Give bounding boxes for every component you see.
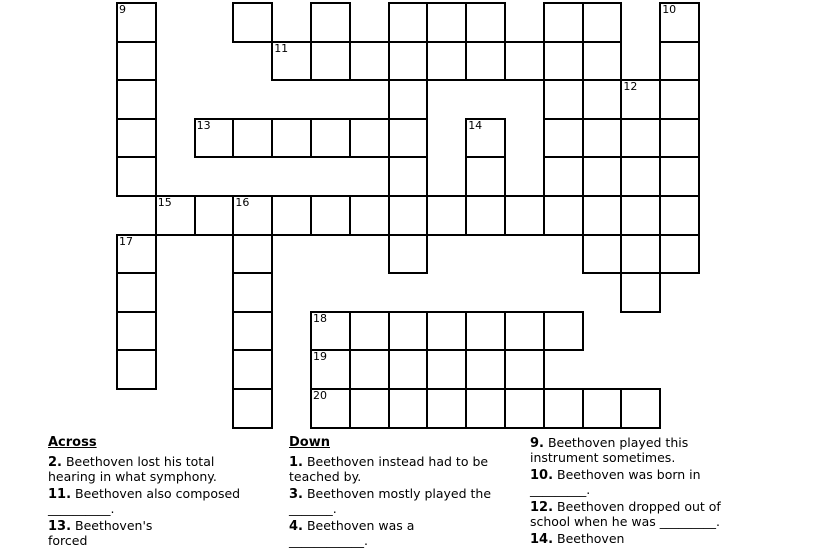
grid-cell[interactable] xyxy=(543,41,584,82)
down-clue-list xyxy=(289,455,496,547)
grid-cell[interactable] xyxy=(543,79,584,120)
grid-cell[interactable] xyxy=(116,349,157,390)
grid-cell[interactable] xyxy=(659,195,700,236)
clue-12: 12. Beethoven dropped out of school when he was _________. xyxy=(530,499,721,529)
grid-cell[interactable] xyxy=(659,118,700,159)
down-clues-column xyxy=(289,436,496,551)
grid-cell[interactable] xyxy=(465,2,506,43)
grid-cell[interactable] xyxy=(659,2,700,43)
grid-cell[interactable] xyxy=(620,272,661,313)
grid-cell[interactable] xyxy=(194,118,235,159)
cell-number: 17 xyxy=(119,234,133,248)
grid-cell[interactable] xyxy=(543,388,584,429)
grid-cell[interactable] xyxy=(271,118,312,159)
grid-cell[interactable] xyxy=(310,118,351,159)
grid-cell[interactable] xyxy=(659,41,700,82)
grid-cell[interactable] xyxy=(426,195,467,236)
cell-number: 14 xyxy=(468,118,483,132)
clue-1: 1. Beethoven instead had to be teached by. xyxy=(289,454,489,484)
clue-10: 10. Beethoven was born in _________. xyxy=(530,467,701,497)
grid-cell[interactable] xyxy=(194,195,235,236)
grid-cell[interactable] xyxy=(232,311,273,352)
grid-cell[interactable] xyxy=(465,349,506,390)
clue-number: 4. xyxy=(289,519,303,534)
grid-cell[interactable] xyxy=(232,2,273,43)
clue-number: 12. xyxy=(530,500,554,515)
grid-cell[interactable] xyxy=(271,41,312,82)
grid-cell[interactable] xyxy=(543,118,584,159)
cell-number: 11 xyxy=(274,41,289,55)
clue-number: 1. xyxy=(289,455,303,470)
cell-number: 20 xyxy=(313,389,327,402)
grid-cell[interactable] xyxy=(504,195,545,236)
grid-cell[interactable] xyxy=(116,311,157,352)
grid-cell[interactable] xyxy=(582,2,623,43)
grid-cell[interactable] xyxy=(620,156,661,197)
grid-cell[interactable] xyxy=(310,41,351,82)
grid-cell[interactable] xyxy=(620,388,661,429)
clue-number: 11. xyxy=(48,487,72,502)
down-heading: Down xyxy=(289,435,330,450)
clue-number: 13. xyxy=(48,519,72,534)
grid-cell[interactable] xyxy=(504,311,545,352)
clue-4: 4. Beethoven was a ____________. xyxy=(289,518,415,548)
grid-cell[interactable] xyxy=(116,234,157,275)
grid-cell[interactable] xyxy=(349,41,390,82)
grid-cell[interactable] xyxy=(426,41,467,82)
grid-cell[interactable] xyxy=(388,195,429,236)
grid-cell[interactable] xyxy=(426,2,467,43)
grid-cell[interactable] xyxy=(582,118,623,159)
grid-cell[interactable] xyxy=(232,195,273,236)
grid-cell[interactable] xyxy=(232,118,273,159)
grid-cell[interactable] xyxy=(116,272,157,313)
cell-number: 9 xyxy=(119,3,126,16)
grid-cell[interactable] xyxy=(543,2,584,43)
clue-number: 14. xyxy=(530,532,554,547)
grid-cell[interactable] xyxy=(620,234,661,275)
grid-cell[interactable] xyxy=(504,349,545,390)
grid-cell[interactable] xyxy=(659,234,700,275)
grid-cell[interactable] xyxy=(116,118,157,159)
grid-cell[interactable] xyxy=(232,234,273,275)
clue-2: 2. Beethoven lost his total hearing in what symphony. xyxy=(48,454,217,484)
grid-cell[interactable] xyxy=(116,79,157,120)
grid-cell[interactable] xyxy=(465,195,506,236)
grid-cell[interactable] xyxy=(388,156,429,197)
grid-cell[interactable] xyxy=(465,41,506,82)
grid-cell[interactable] xyxy=(310,2,351,43)
cell-number: 16 xyxy=(235,196,250,209)
grid-cell[interactable] xyxy=(388,349,429,390)
grid-cell[interactable] xyxy=(465,156,506,197)
clue-number: 2. xyxy=(48,455,62,470)
grid-cell[interactable] xyxy=(310,311,351,352)
grid-cell[interactable] xyxy=(388,234,429,275)
grid-cell[interactable] xyxy=(582,41,623,82)
grid-cell[interactable] xyxy=(388,388,429,429)
grid-cell[interactable] xyxy=(620,195,661,236)
grid-cell[interactable] xyxy=(349,195,390,236)
grid-cell[interactable] xyxy=(582,388,623,429)
grid-cell[interactable] xyxy=(388,41,429,82)
grid-cell[interactable] xyxy=(388,118,429,159)
grid-cell[interactable] xyxy=(659,156,700,197)
grid-cell[interactable] xyxy=(465,311,506,352)
clue-9: 9. Beethoven played this instrument sometimes. xyxy=(530,435,689,465)
clue-number: 10. xyxy=(530,468,554,483)
grid-cell[interactable] xyxy=(388,2,429,43)
clue-13: 13. Beethoven's forced xyxy=(48,518,212,548)
grid-cell[interactable] xyxy=(232,388,273,429)
grid-cell[interactable] xyxy=(310,195,351,236)
clue-3: 3. Beethoven mostly played the _______. xyxy=(289,486,492,516)
grid-cell[interactable] xyxy=(465,388,506,429)
grid-cell[interactable] xyxy=(543,311,584,352)
across-clues-column xyxy=(48,436,246,551)
grid-cell[interactable] xyxy=(388,311,429,352)
grid-cell[interactable] xyxy=(349,349,390,390)
clue-11: 11. Beethoven also composed __________. xyxy=(48,486,241,516)
grid-cell[interactable] xyxy=(582,195,623,236)
grid-cell[interactable] xyxy=(465,118,506,159)
grid-cell[interactable] xyxy=(116,156,157,197)
cell-number: 18 xyxy=(313,311,327,325)
grid-cell[interactable] xyxy=(155,195,196,236)
clue-14: 14. Beethoven xyxy=(530,531,625,547)
grid-cell[interactable] xyxy=(582,79,623,120)
grid-cell[interactable] xyxy=(582,234,623,275)
across-clue-list xyxy=(48,455,246,547)
cell-number: 12 xyxy=(623,80,638,94)
grid-cell[interactable] xyxy=(349,311,390,352)
grid-cell[interactable] xyxy=(310,349,351,390)
grid-cell[interactable] xyxy=(543,195,584,236)
across-heading: Across xyxy=(48,435,97,450)
grid-cell[interactable] xyxy=(232,272,273,313)
grid-cell[interactable] xyxy=(426,311,467,352)
grid-cell[interactable] xyxy=(504,388,545,429)
cell-number: 19 xyxy=(313,350,327,364)
grid-cell[interactable] xyxy=(504,41,545,82)
grid-cell[interactable] xyxy=(426,388,467,429)
grid-cell[interactable] xyxy=(310,388,351,429)
cell-number: 15 xyxy=(157,196,172,209)
cell-number: 13 xyxy=(196,118,211,132)
grid-cell[interactable] xyxy=(232,349,273,390)
grid-cell[interactable] xyxy=(426,349,467,390)
grid-cell[interactable] xyxy=(116,41,157,82)
grid-cell[interactable] xyxy=(349,118,390,159)
grid-cell[interactable] xyxy=(582,156,623,197)
grid-cell[interactable] xyxy=(388,79,429,120)
grid-cell[interactable] xyxy=(349,388,390,429)
down-clues-column-2 xyxy=(530,436,735,551)
grid-cell[interactable] xyxy=(659,79,700,120)
clue-number: 3. xyxy=(289,487,303,502)
grid-cell[interactable] xyxy=(620,118,661,159)
cell-number: 10 xyxy=(662,3,677,16)
grid-cell[interactable] xyxy=(271,195,312,236)
grid-cell[interactable] xyxy=(543,156,584,197)
grid-cell[interactable] xyxy=(116,2,157,43)
clue-number: 9. xyxy=(530,436,544,451)
grid-cell[interactable] xyxy=(620,79,661,120)
